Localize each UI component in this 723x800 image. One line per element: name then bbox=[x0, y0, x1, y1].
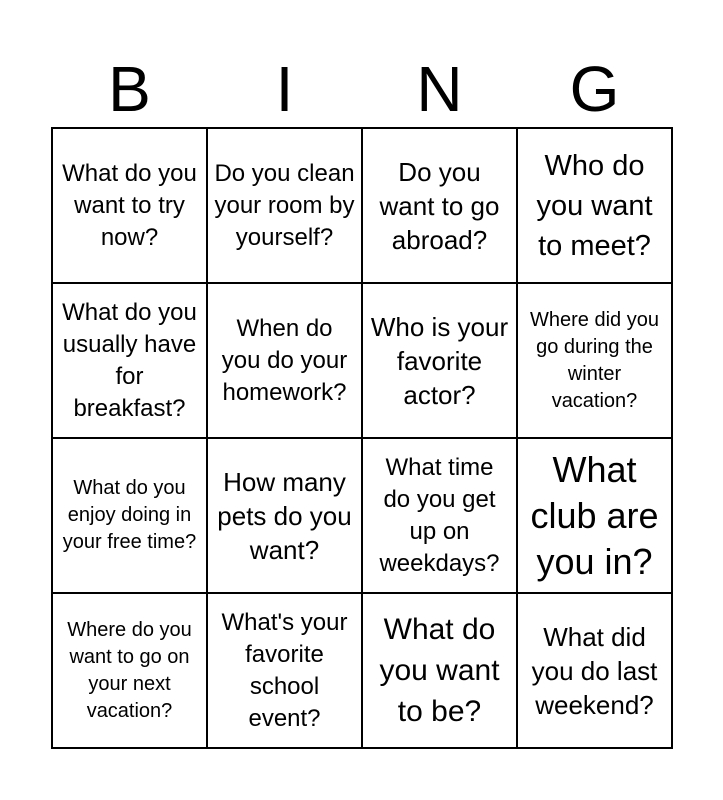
bingo-cell[interactable] bbox=[207, 438, 362, 593]
bingo-cell[interactable] bbox=[362, 283, 517, 438]
bingo-cell[interactable] bbox=[52, 438, 207, 593]
bingo-cell-text: When do you do your homework? bbox=[221, 314, 348, 406]
bingo-cell[interactable] bbox=[52, 283, 207, 438]
bingo-cell[interactable] bbox=[362, 438, 517, 593]
bingo-cell-text: What do you want to try now? bbox=[62, 159, 197, 251]
bingo-cell[interactable] bbox=[517, 283, 672, 438]
bingo-cell-text: What's your favorite school event? bbox=[221, 608, 348, 732]
bingo-cell-text: Do you clean your room by yourself? bbox=[214, 159, 355, 251]
bingo-cell[interactable] bbox=[362, 128, 517, 283]
bingo-cell-text: What did you do last weekend? bbox=[531, 621, 658, 720]
bingo-cell-text: What do you enjoy doing in your free time? bbox=[62, 477, 197, 553]
header-letter-b: B bbox=[108, 53, 151, 125]
bingo-cell-text: What time do you get up on weekdays? bbox=[379, 453, 500, 577]
bingo-cell-text: What do you usually have for breakfast? bbox=[62, 298, 197, 422]
bingo-cell-text: What do you want to be? bbox=[379, 613, 500, 728]
header-letter-g: G bbox=[569, 53, 620, 125]
bingo-cell[interactable] bbox=[362, 593, 517, 748]
bingo-cell-text: What club are you in? bbox=[530, 448, 659, 582]
bingo-cell[interactable] bbox=[517, 593, 672, 748]
header-letter-i: I bbox=[275, 53, 294, 125]
bingo-cell-text: Where did you go during the winter vacation? bbox=[530, 308, 659, 412]
bingo-cell[interactable] bbox=[517, 438, 672, 593]
bingo-cell-text: Where do you want to go on your next vacation? bbox=[67, 618, 192, 722]
bingo-cell[interactable] bbox=[207, 283, 362, 438]
bingo-cell-text: Do you want to go abroad? bbox=[379, 156, 500, 255]
bingo-header bbox=[52, 50, 672, 128]
bingo-board bbox=[51, 127, 673, 749]
bingo-cell[interactable] bbox=[207, 593, 362, 748]
bingo-cell-text: How many pets do you want? bbox=[217, 466, 352, 565]
bingo-cell[interactable] bbox=[207, 128, 362, 283]
bingo-cell[interactable] bbox=[517, 128, 672, 283]
bingo-cell[interactable] bbox=[52, 593, 207, 748]
bingo-cell-text: Who is your favorite actor? bbox=[370, 311, 509, 410]
bingo-cell-text: Who do you want to meet? bbox=[536, 149, 653, 262]
header-letter-n: N bbox=[416, 53, 463, 125]
bingo-cell[interactable] bbox=[52, 128, 207, 283]
